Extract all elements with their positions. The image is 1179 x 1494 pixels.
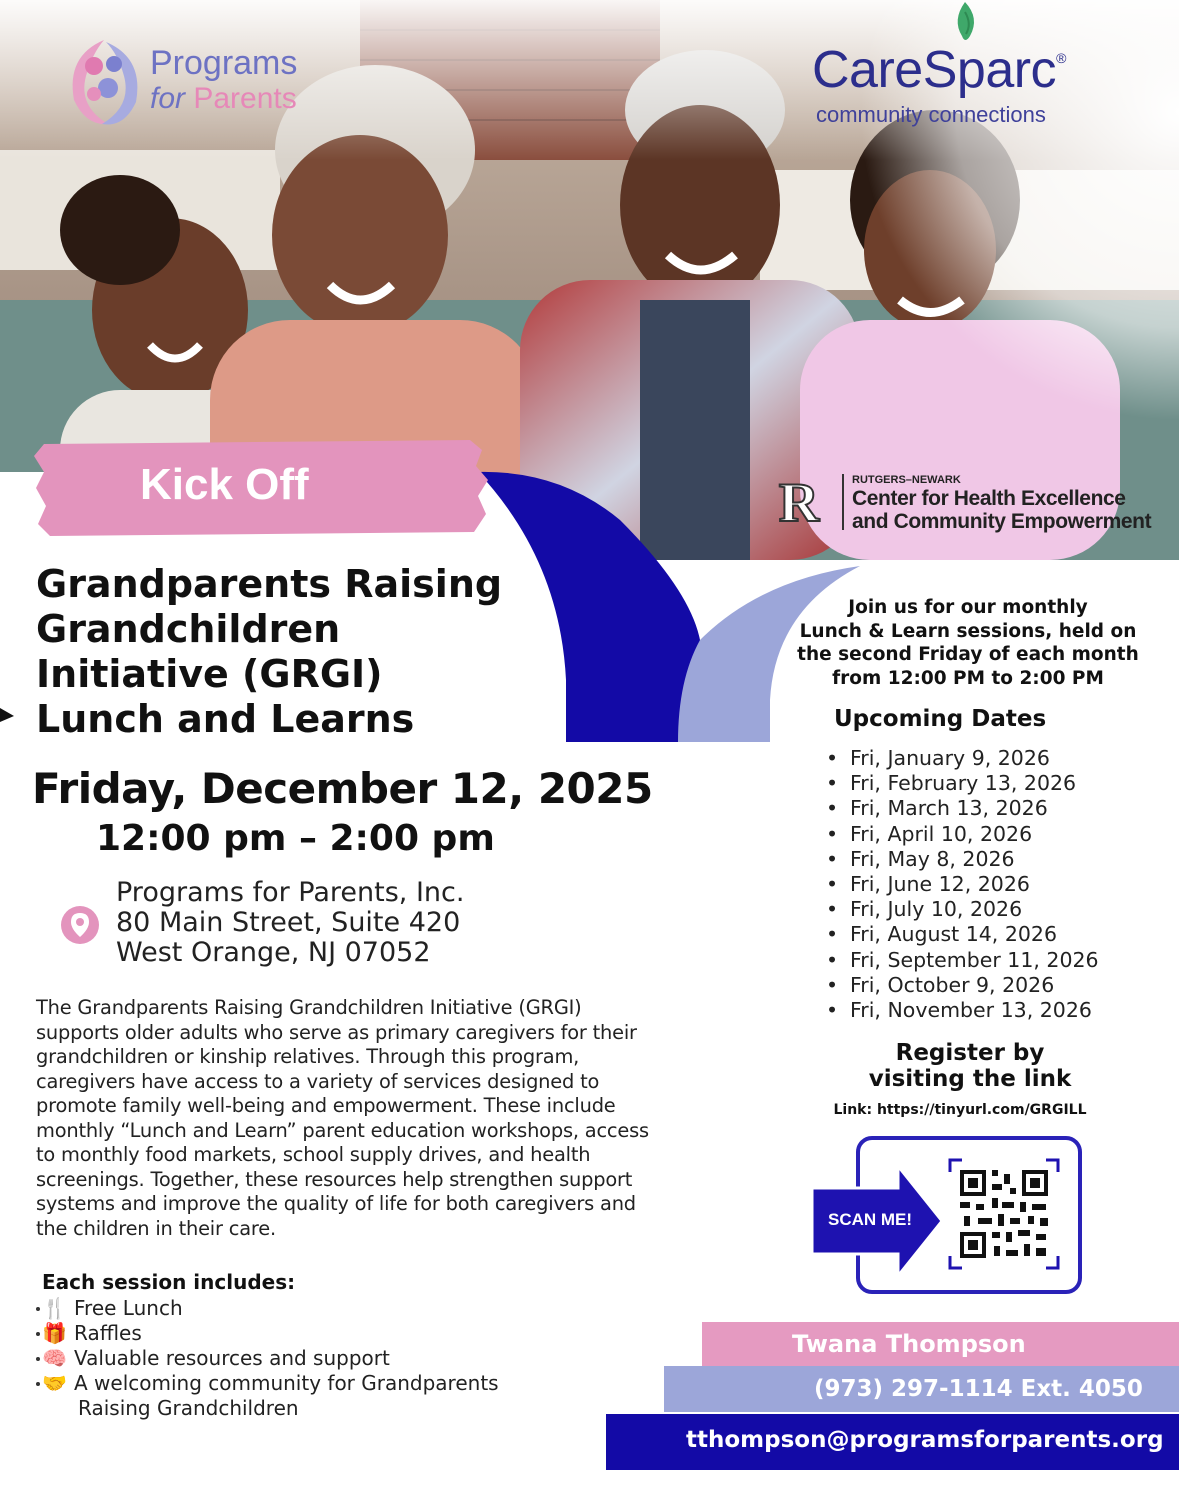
address-line-2: 80 Main Street, Suite 420 xyxy=(116,907,461,938)
register-line-1: Register by xyxy=(895,1040,1045,1066)
scan-me-label: SCAN ME! xyxy=(828,1210,913,1229)
include-text: Valuable resources and support xyxy=(74,1346,390,1370)
contact-phone[interactable]: (973) 297-1114 Ext. 4050 xyxy=(814,1376,1143,1402)
event-address xyxy=(116,878,464,968)
include-bullet xyxy=(36,1346,74,1371)
join-message xyxy=(790,596,1146,690)
left-edge-arrow-icon xyxy=(0,706,16,726)
include-item xyxy=(36,1346,499,1371)
contact-email-bar xyxy=(606,1414,1179,1470)
date-item: • Fri, March 13, 2026 xyxy=(826,796,1099,821)
map-pin-icon xyxy=(60,905,100,945)
contact-email[interactable]: tthompson@programsforparents.org xyxy=(686,1427,1164,1453)
rutgers-line1: RUTGERS–NEWARK xyxy=(852,474,961,486)
include-bullet xyxy=(36,1321,74,1346)
handshake-icon: 🤝 xyxy=(42,1371,67,1395)
leaf-flame-icon xyxy=(948,0,982,44)
date-item: • Fri, August 14, 2026 xyxy=(826,922,1099,947)
gift-icon: 🎁 xyxy=(42,1321,67,1345)
rutgers-line3: and Community Empowerment xyxy=(852,510,1152,533)
date-item: • Fri, April 10, 2026 xyxy=(826,822,1099,847)
date-item: • Fri, October 9, 2026 xyxy=(826,973,1099,998)
title-line-3: Initiative (GRGI) xyxy=(36,652,383,696)
address-line-3: West Orange, NJ 07052 xyxy=(116,937,431,968)
join-line-3: the second Friday of each month xyxy=(797,644,1139,665)
date-item: • Fri, July 10, 2026 xyxy=(826,897,1099,922)
join-line-2: Lunch & Learn sessions, held on xyxy=(799,620,1137,642)
page-title xyxy=(36,562,556,742)
contact-phone-bar xyxy=(664,1366,1179,1412)
kickoff-label: Kick Off xyxy=(140,460,309,509)
contact-name-bar xyxy=(702,1322,1179,1366)
register-heading xyxy=(810,1040,1130,1092)
upcoming-dates-heading: Upcoming Dates xyxy=(834,706,1047,732)
pfp-logo-line2 xyxy=(150,82,297,116)
registered-mark: ® xyxy=(1056,50,1066,66)
programs-for-parents-logo xyxy=(64,36,334,131)
join-line-4: from 12:00 PM to 2:00 PM xyxy=(832,667,1104,689)
include-bullet xyxy=(36,1296,74,1321)
include-item xyxy=(36,1321,499,1346)
include-text: Free Lunch xyxy=(74,1296,183,1320)
qr-code[interactable] xyxy=(948,1158,1060,1270)
include-text: Raffles xyxy=(74,1321,142,1345)
title-line-2: Grandchildren xyxy=(36,607,341,651)
rutgers-divider xyxy=(842,474,844,530)
rutgers-line2: Center for Health Excellence xyxy=(852,487,1126,510)
program-description: The Grandparents Raising Grandchildren Initiative (GRGI) supports older adults who serve as primary caregivers for their grandchildren or kinship relatives. Through this program, caregivers have access to a variety of services designed to promote family well-being and empowerment. These include monthly “Lunch and Learn” parent education workshops, access to monthly food markets, school supply drives, and health screenings. Together, these resources help strengthen support systems and improve the quality of life for both caregivers and the children in their care. xyxy=(36,996,649,1240)
caresparc-logo xyxy=(808,0,1148,140)
include-item xyxy=(36,1296,499,1321)
date-item: • Fri, November 13, 2026 xyxy=(826,998,1099,1023)
include-bullet xyxy=(36,1371,74,1396)
include-text-continuation: Raising Grandchildren xyxy=(78,1396,299,1420)
include-text: A welcoming community for Grandparents xyxy=(74,1371,499,1395)
include-item xyxy=(36,1371,499,1396)
caresparc-tagline: community connections xyxy=(816,102,1046,127)
rutgers-logo xyxy=(768,472,1152,536)
date-item: • Fri, September 11, 2026 xyxy=(826,948,1099,973)
caresparc-wordmark: CareSparc xyxy=(812,41,1057,99)
pfp-logo-line1: Programs xyxy=(150,44,298,82)
address-line-1: Programs for Parents, Inc. xyxy=(116,877,465,908)
join-line-1: Join us for our monthly xyxy=(848,597,1088,618)
contact-name: Twana Thompson xyxy=(792,1330,1026,1358)
brain-icon: 🧠 xyxy=(42,1346,67,1370)
upcoming-dates-list xyxy=(826,746,1099,1023)
date-item: • Fri, January 9, 2026 xyxy=(826,746,1099,771)
pfp-logo-for: for xyxy=(150,82,186,115)
event-date: Friday, December 12, 2025 xyxy=(32,764,653,813)
title-line-1: Grandparents Raising xyxy=(36,562,503,606)
fork-knife-icon: 🍴 xyxy=(42,1296,67,1320)
date-item: • Fri, June 12, 2026 xyxy=(826,872,1099,897)
registration-link[interactable]: Link: https://tinyurl.com/GRGILL xyxy=(833,1102,1087,1118)
includes-heading: Each session includes: xyxy=(42,1270,296,1294)
rutgers-r-mark: R xyxy=(778,472,820,534)
programs-for-parents-figures-icon xyxy=(64,36,146,128)
register-line-2: visiting the link xyxy=(868,1066,1072,1092)
date-item: • Fri, May 8, 2026 xyxy=(826,847,1099,872)
pfp-logo-parents: Parents xyxy=(193,82,297,115)
includes-list xyxy=(36,1296,499,1421)
event-time: 12:00 pm – 2:00 pm xyxy=(96,818,495,859)
title-line-4: Lunch and Learns xyxy=(36,697,415,741)
caresparc-name xyxy=(812,40,1066,100)
date-item: • Fri, February 13, 2026 xyxy=(826,771,1099,796)
